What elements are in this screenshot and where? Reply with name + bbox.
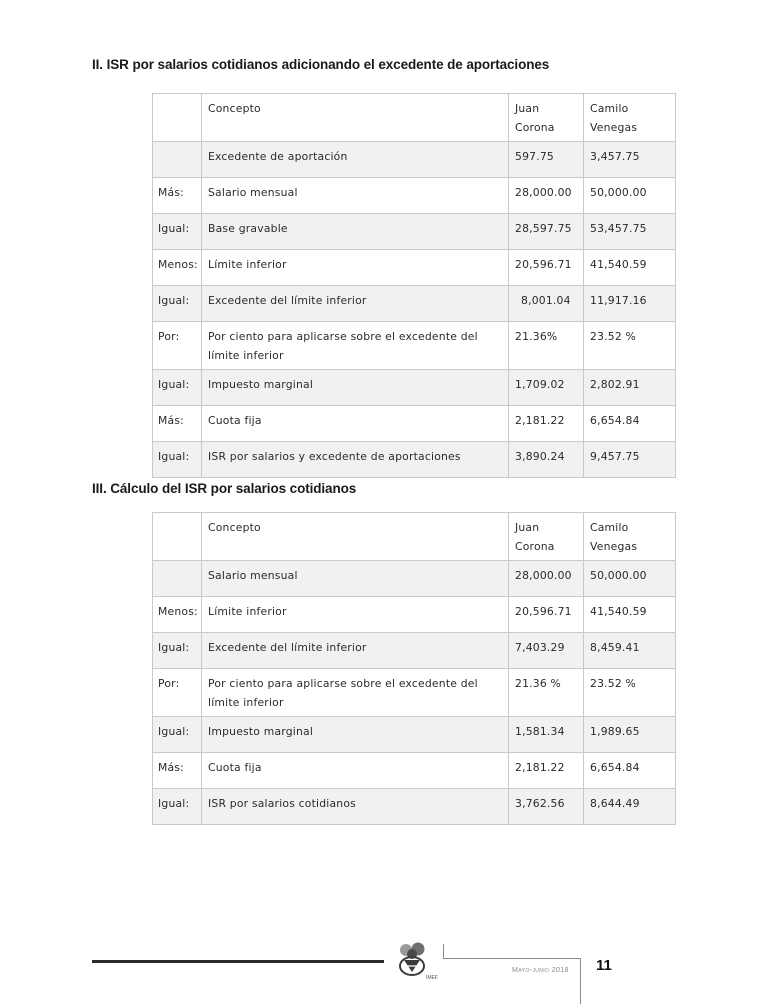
row-concept: Cuota fija <box>202 753 509 789</box>
header-camilo-last: Venegas <box>590 121 638 134</box>
row-label: Menos: <box>153 250 202 286</box>
row-label: Igual: <box>153 370 202 406</box>
table-header-row <box>153 513 676 561</box>
row-label: Por: <box>153 322 202 370</box>
header-camilo-first: Camilo <box>590 521 629 534</box>
footer-box-left-edge <box>443 944 444 958</box>
header-juan-corona <box>509 513 584 561</box>
row-concept: Por ciento para aplicarse sobre el excedente del límite inferior <box>202 322 509 370</box>
row-camilo-value: 1,989.65 <box>584 717 676 753</box>
row-juan-value: 20,596.71 <box>509 250 584 286</box>
row-juan-value: 21.36 % <box>509 669 584 717</box>
table-row <box>153 597 676 633</box>
row-concept: Por ciento para aplicarse sobre el excedente del límite inferior <box>202 669 509 717</box>
row-juan-value: 28,597.75 <box>509 214 584 250</box>
table-row <box>153 442 676 478</box>
header-camilo-venegas <box>584 94 676 142</box>
row-juan-value: 7,403.29 <box>509 633 584 669</box>
isr-table-section-ii <box>152 93 676 478</box>
row-juan-value: 2,181.22 <box>509 406 584 442</box>
row-camilo-value: 23.52 % <box>584 322 676 370</box>
section-ii-heading: II. ISR por salarios cotidianos adicionando el excedente de aportaciones <box>92 57 550 72</box>
row-camilo-value: 3,457.75 <box>584 142 676 178</box>
row-concept: Salario mensual <box>202 178 509 214</box>
header-juan-last: Corona <box>515 121 555 134</box>
header-blank-cell <box>153 94 202 142</box>
footer-divider-line <box>92 960 384 963</box>
issue-date: Mayo-junio 2018 <box>512 967 569 974</box>
row-concept: Salario mensual <box>202 561 509 597</box>
row-juan-value: 28,000.00 <box>509 178 584 214</box>
table-row <box>153 669 676 717</box>
row-camilo-value: 6,654.84 <box>584 406 676 442</box>
row-label: Igual: <box>153 214 202 250</box>
row-label: Igual: <box>153 717 202 753</box>
row-concept: Límite inferior <box>202 250 509 286</box>
row-concept: Impuesto marginal <box>202 717 509 753</box>
table-row <box>153 753 676 789</box>
row-camilo-value: 6,654.84 <box>584 753 676 789</box>
magazine-logo-icon <box>388 942 440 982</box>
table-row <box>153 178 676 214</box>
row-concept: Excedente de aportación <box>202 142 509 178</box>
page-number: 11 <box>596 957 612 974</box>
row-label: Por: <box>153 669 202 717</box>
footer-box-right-edge <box>580 958 581 1004</box>
row-camilo-value: 41,540.59 <box>584 250 676 286</box>
table-row <box>153 561 676 597</box>
footer-box-top-edge <box>443 958 580 959</box>
isr-table-section-iii <box>152 512 676 825</box>
row-camilo-value: 8,459.41 <box>584 633 676 669</box>
table-row <box>153 633 676 669</box>
row-label: Igual: <box>153 789 202 825</box>
row-camilo-value: 9,457.75 <box>584 442 676 478</box>
table-header-row <box>153 94 676 142</box>
row-concept: Cuota fija <box>202 406 509 442</box>
header-juan-last: Corona <box>515 540 555 553</box>
row-concept: Base gravable <box>202 214 509 250</box>
row-concept: Excedente del límite inferior <box>202 286 509 322</box>
row-camilo-value: 11,917.16 <box>584 286 676 322</box>
row-label: Más: <box>153 406 202 442</box>
header-juan-first: Juan <box>515 521 540 534</box>
header-camilo-last: Venegas <box>590 540 638 553</box>
row-camilo-value: 8,644.49 <box>584 789 676 825</box>
table-row <box>153 717 676 753</box>
row-label: Menos: <box>153 597 202 633</box>
table-row <box>153 322 676 370</box>
table-row <box>153 370 676 406</box>
table-row <box>153 142 676 178</box>
row-juan-value: 8,001.04 <box>509 286 584 322</box>
row-juan-value: 3,762.56 <box>509 789 584 825</box>
header-concepto: Concepto <box>202 513 509 561</box>
row-camilo-value: 50,000.00 <box>584 561 676 597</box>
row-concept: ISR por salarios y excedente de aportaciones <box>202 442 509 478</box>
table-row <box>153 250 676 286</box>
header-camilo-venegas <box>584 513 676 561</box>
row-concept: Límite inferior <box>202 597 509 633</box>
row-label: Más: <box>153 178 202 214</box>
logo-lettering: IMEF <box>426 975 438 981</box>
row-camilo-value: 53,457.75 <box>584 214 676 250</box>
header-blank-cell <box>153 513 202 561</box>
row-label <box>153 142 202 178</box>
header-juan-corona <box>509 94 584 142</box>
row-juan-value: 21.36% <box>509 322 584 370</box>
row-juan-value: 2,181.22 <box>509 753 584 789</box>
row-juan-value: 3,890.24 <box>509 442 584 478</box>
row-camilo-value: 41,540.59 <box>584 597 676 633</box>
row-concept: Excedente del límite inferior <box>202 633 509 669</box>
row-camilo-value: 23.52 % <box>584 669 676 717</box>
row-label: Igual: <box>153 442 202 478</box>
header-juan-first: Juan <box>515 102 540 115</box>
section-iii-heading: III. Cálculo del ISR por salarios cotidianos <box>92 481 357 496</box>
row-juan-value: 20,596.71 <box>509 597 584 633</box>
row-juan-value: 1,581.34 <box>509 717 584 753</box>
row-juan-value: 1,709.02 <box>509 370 584 406</box>
row-label: Igual: <box>153 286 202 322</box>
row-camilo-value: 2,802.91 <box>584 370 676 406</box>
table-row <box>153 789 676 825</box>
row-juan-value: 597.75 <box>509 142 584 178</box>
table-row <box>153 406 676 442</box>
table-row <box>153 214 676 250</box>
table-row <box>153 286 676 322</box>
row-concept: Impuesto marginal <box>202 370 509 406</box>
row-concept: ISR por salarios cotidianos <box>202 789 509 825</box>
row-label: Más: <box>153 753 202 789</box>
row-label: Igual: <box>153 633 202 669</box>
row-juan-value: 28,000.00 <box>509 561 584 597</box>
header-camilo-first: Camilo <box>590 102 629 115</box>
header-concepto: Concepto <box>202 94 509 142</box>
row-label <box>153 561 202 597</box>
row-camilo-value: 50,000.00 <box>584 178 676 214</box>
